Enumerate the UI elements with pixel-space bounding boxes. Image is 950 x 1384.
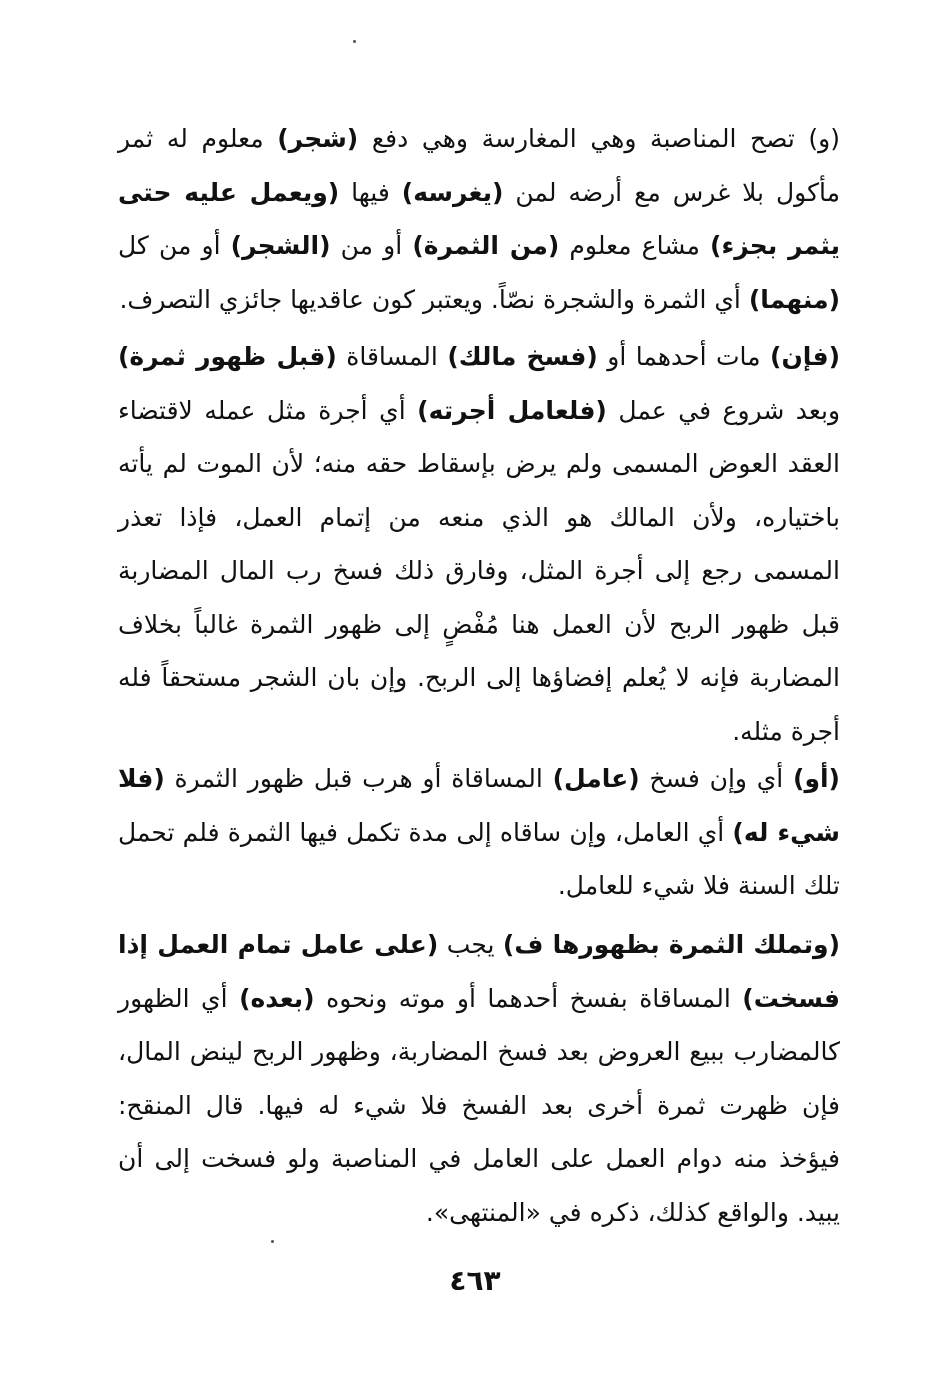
text-segment: المساقاة بفسخ أحدهما أو موته ونحوه xyxy=(314,983,743,1013)
bold-term: (ويعمل عليه حتى يثمر بجزء) xyxy=(118,177,841,260)
scan-speck xyxy=(271,1240,274,1243)
bold-term: (على عامل تمام العمل إذا فسخت) xyxy=(118,930,840,1013)
bold-term: (الشجر) xyxy=(230,231,331,260)
text-segment: مات أحدهما أو xyxy=(597,342,771,371)
paragraph-4 xyxy=(118,918,840,1239)
bold-term: (منهما) xyxy=(748,284,840,314)
text-segment: أي الثمرة والشجرة نصّاً. ويعتبر كون عاقديها جائزي التصرف. xyxy=(119,284,749,314)
scan-speck xyxy=(353,40,356,43)
bold-term: (من الثمرة) xyxy=(412,231,560,260)
text-segment: أي أجرة مثل عمله لاقتضاء العقد العوض المسمى ولم يرض بإسقاط حقه منه؛ لأن الموت لم يأته باختياره، ولأن المالك هو الذي منعه من إتمام العمل، فإذا تعذر المسمى رجع إلى أجرة المثل، وفارق ذلك فسخ رب المال المضاربة قبل ظهور الربح لأن العمل هنا مُفْضٍ إلى ظهور الثمرة غالباً بخلاف المضاربة فإنه لا يُعلم إفضاؤها إلى الربح. وإن بان الشجر مستحقاً فله أجرة مثله. xyxy=(118,395,840,746)
text-segment: أو من كل xyxy=(118,231,231,260)
text-segment: أي الظهور كالمضارب ببيع العروض بعد فسخ المضاربة، وظهور الربح لينض المال، فإن ظهرت ثمرة أخرى بعد الفسخ فلا شيء له فيها. قال المنقح: فيؤخذ منه دوام العمل على العامل في المناصبة ولو فسخت إلى أن يبيد. والواقع كذلك، ذكره في «المنتهى». xyxy=(118,983,840,1227)
bold-term: (قبل ظهور ثمرة) xyxy=(118,342,337,371)
text-segment: مشاع معلوم xyxy=(559,231,711,260)
paragraph-2 xyxy=(118,330,840,758)
text-segment: يجب xyxy=(438,930,503,959)
bold-term: (فسخ مالك) xyxy=(447,342,598,371)
bold-term: (بعده) xyxy=(239,983,315,1013)
text-segment: المساقاة أو هرب قبل ظهور الثمرة xyxy=(164,764,553,793)
page-number: ٤٦٣ xyxy=(449,1264,501,1297)
paragraph-text xyxy=(118,330,840,758)
bold-term: (فإن) xyxy=(770,342,840,371)
bold-term: (يغرسه) xyxy=(401,177,504,207)
text-segment: المساقاة xyxy=(336,342,448,371)
paragraph-text xyxy=(118,112,840,326)
text-segment: فيها xyxy=(339,177,402,207)
bold-term: (شجر) xyxy=(277,124,359,153)
bold-term: (فلا شيء له) xyxy=(118,764,840,847)
paragraph-3 xyxy=(118,752,840,913)
text-segment: أو من xyxy=(330,231,413,260)
text-segment: وبعد شروع في عمل xyxy=(606,395,841,425)
text-segment: معلوم له ثمر مأكول بلا غرس مع أرضه لمن xyxy=(118,124,840,207)
text-segment: أي وإن فسخ xyxy=(639,764,794,793)
paragraph-text xyxy=(118,752,840,913)
bold-term: (فلعامل أجرته) xyxy=(417,395,607,425)
text-segment: (و) تصح المناصبة وهي المغارسة وهي دفع xyxy=(358,124,840,153)
bold-term: (وتملك الثمرة بظهورها ف) xyxy=(502,930,841,959)
paragraph-1 xyxy=(118,112,840,326)
bold-term: (أو) xyxy=(793,764,840,793)
bold-term: (عامل) xyxy=(552,764,640,793)
text-segment: أي العامل، وإن ساقاه إلى مدة تكمل فيها الثمرة فلم تحمل تلك السنة فلا شيء للعامل. xyxy=(118,817,840,900)
paragraph-text xyxy=(118,918,840,1239)
